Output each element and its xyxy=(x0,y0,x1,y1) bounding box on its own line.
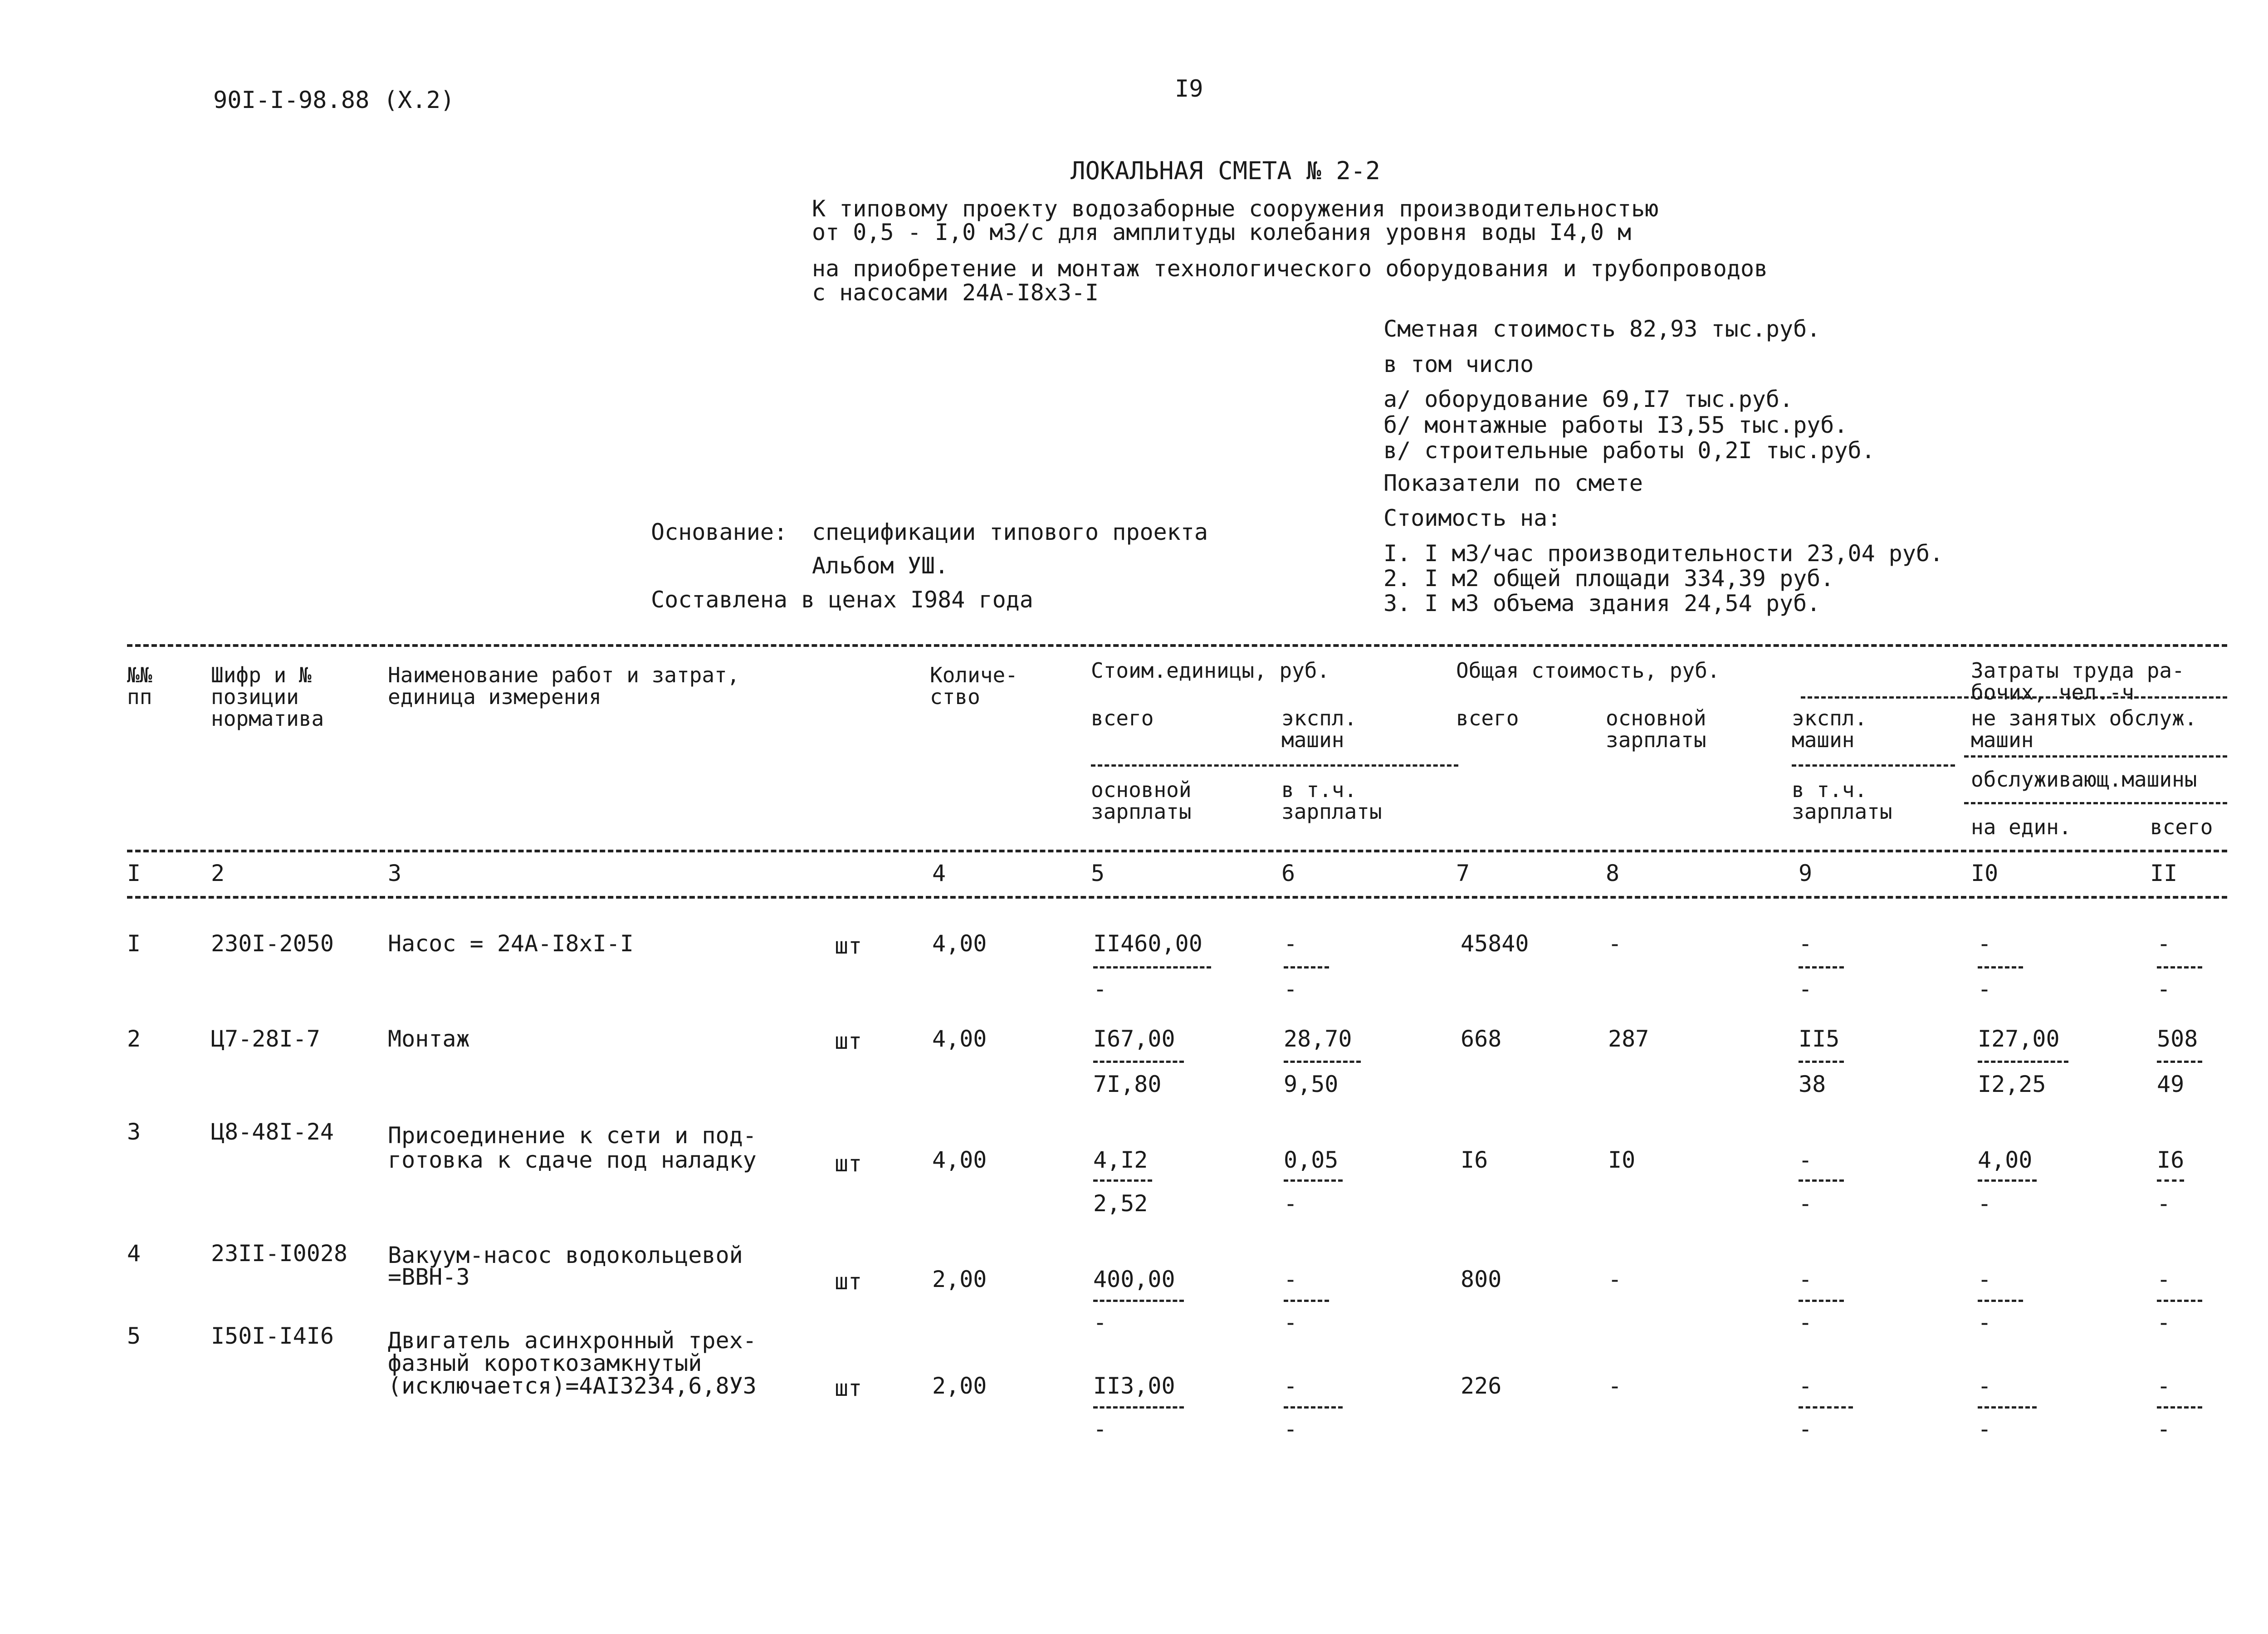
row-c9: - xyxy=(1799,1373,1813,1399)
row-c6: 28,70 xyxy=(1284,1026,1352,1052)
colnum-2: 2 xyxy=(211,860,225,886)
row-num: I xyxy=(127,930,141,957)
summary-including: в том число xyxy=(1383,351,1534,377)
not-busy-rule xyxy=(1964,755,2227,758)
row-c5-rule xyxy=(1093,1061,1184,1063)
row-c10-rule xyxy=(1978,1406,2037,1409)
row-c5b: - xyxy=(1093,1309,1107,1336)
row-c5b: 2,52 xyxy=(1093,1190,1148,1217)
document-title: ЛОКАЛЬНАЯ СМЕТА № 2-2 xyxy=(1070,157,1380,185)
row-num: 3 xyxy=(127,1119,141,1145)
row-qty: 4,00 xyxy=(932,1147,987,1173)
header-bottom-rule xyxy=(127,850,2227,852)
row-unit: шт xyxy=(835,1375,862,1401)
subtitle-line-4: с насосами 24А-I8х3-I xyxy=(812,279,1099,306)
row-c5: I67,00 xyxy=(1093,1026,1175,1052)
row-name: Насос = 24А-I8хI-I xyxy=(388,930,634,957)
row-c9-rule xyxy=(1799,1061,1844,1063)
row-code: Ц8-48I-24 xyxy=(211,1119,334,1145)
row-c5-rule xyxy=(1093,1179,1152,1182)
row-c6: - xyxy=(1284,930,1298,957)
row-c10-rule xyxy=(1978,1061,2068,1063)
row-c6b: - xyxy=(1284,1309,1298,1336)
header-c8-base-1: основной xyxy=(1606,706,1706,730)
row-name: Двигатель асинхронный трех- xyxy=(388,1327,757,1354)
row-c5b: 7I,80 xyxy=(1093,1071,1162,1097)
row-c11b: - xyxy=(2157,1416,2171,1442)
row-qty: 2,00 xyxy=(932,1266,987,1292)
row-c10b: - xyxy=(1978,1309,1992,1336)
row-c11b: - xyxy=(2157,976,2171,1002)
row-c5: 4,I2 xyxy=(1093,1147,1148,1173)
row-c6-rule xyxy=(1284,966,1329,969)
header-code-3: норматива xyxy=(211,706,324,731)
row-c10b: - xyxy=(1978,1190,1992,1217)
row-code: 23II-I0028 xyxy=(211,1240,348,1267)
colnum-3: 3 xyxy=(388,860,402,886)
row-c10-rule xyxy=(1978,1300,2023,1302)
row-c5b: - xyxy=(1093,976,1107,1002)
row-unit: шт xyxy=(835,1150,862,1177)
row-c9: - xyxy=(1799,1266,1813,1292)
header-c9-incl-2: зарплаты xyxy=(1792,799,1892,824)
row-name: (исключается)=4АI3234,6,8У3 xyxy=(388,1373,757,1399)
row-c10b: - xyxy=(1978,1416,1992,1442)
unit-cost-sub-rule xyxy=(1091,764,1458,767)
colnum-6: 6 xyxy=(1281,860,1295,886)
row-c6b: - xyxy=(1284,976,1298,1002)
header-num-1: №№ xyxy=(127,663,152,687)
row-c8: I0 xyxy=(1608,1147,1636,1173)
row-c8: - xyxy=(1608,930,1622,957)
row-c11: - xyxy=(2157,1373,2171,1399)
row-c6: 0,05 xyxy=(1284,1147,1339,1173)
row-c6-rule xyxy=(1284,1300,1329,1302)
summary-total: Сметная стоимость 82,93 тыс.руб. xyxy=(1383,316,1821,342)
row-c6-rule xyxy=(1284,1406,1343,1409)
indicator-2: 2. I м2 общей площади 334,39 руб. xyxy=(1383,565,1834,592)
row-c9: - xyxy=(1799,1147,1813,1173)
header-labor-total: всего xyxy=(2150,815,2213,839)
header-unit-cost: Стоим.единицы, руб. xyxy=(1091,658,1330,683)
row-c9b: - xyxy=(1799,1190,1813,1217)
row-name: Присоединение к сети и под- xyxy=(388,1122,757,1149)
row-c8: 287 xyxy=(1608,1026,1649,1052)
header-serving: обслуживающ.машины xyxy=(1971,767,2197,792)
header-c9-incl-1: в т.ч. xyxy=(1792,778,1867,802)
header-qty-2: ство xyxy=(930,685,980,709)
header-c7-all: всего xyxy=(1456,706,1519,730)
row-qty: 4,00 xyxy=(932,930,987,957)
colnum-11: II xyxy=(2150,860,2178,886)
serving-rule xyxy=(1964,802,2227,804)
row-c5-rule xyxy=(1093,966,1211,969)
row-c10: - xyxy=(1978,1266,1992,1292)
header-per-unit: на един. xyxy=(1971,815,2072,839)
row-c10: I27,00 xyxy=(1978,1026,2060,1052)
row-c9-rule xyxy=(1799,1406,1853,1409)
row-name: =ВВН-3 xyxy=(388,1264,470,1290)
header-labor-1: Затраты труда ра- xyxy=(1971,658,2185,683)
basis-album: Альбом УШ. xyxy=(812,553,949,579)
row-c5: II3,00 xyxy=(1093,1373,1175,1399)
row-c9-rule xyxy=(1799,1300,1844,1302)
row-c6: - xyxy=(1284,1373,1298,1399)
row-c7: 800 xyxy=(1461,1266,1502,1292)
row-c10b: - xyxy=(1978,976,1992,1002)
header-labor-2: бочих, чел.-ч xyxy=(1971,680,2135,704)
colnum-8: 8 xyxy=(1606,860,1620,886)
row-num: 4 xyxy=(127,1240,141,1267)
header-code-2: позиции xyxy=(211,685,299,709)
page-number: I9 xyxy=(1175,75,1203,103)
subtitle-line-2: от 0,5 - I,0 м3/с для амплитуды колебания уровня воды I4,0 м xyxy=(812,219,1632,245)
row-c9b: - xyxy=(1799,976,1813,1002)
row-c11: I6 xyxy=(2157,1147,2185,1173)
header-c5-base-2: зарплаты xyxy=(1091,799,1192,824)
row-num: 5 xyxy=(127,1323,141,1349)
subtitle-line-3: на приобретение и монтаж технологического оборудования и трубопроводов xyxy=(812,255,1768,282)
colnum-5: 5 xyxy=(1091,860,1105,886)
row-c6b: 9,50 xyxy=(1284,1071,1339,1097)
colnum-1: I xyxy=(127,860,141,886)
row-c11-rule xyxy=(2157,1179,2184,1182)
header-name-2: единица измерения xyxy=(388,685,601,709)
row-c10b: I2,25 xyxy=(1978,1071,2046,1097)
row-unit: шт xyxy=(835,1268,862,1295)
basis-text: спецификации типового проекта xyxy=(812,519,1208,545)
summary-cost-for: Стоимость на: xyxy=(1383,505,1561,531)
row-code: 230I-2050 xyxy=(211,930,334,957)
row-c6-rule xyxy=(1284,1061,1361,1063)
row-c11b: - xyxy=(2157,1190,2171,1217)
row-c8: - xyxy=(1608,1373,1622,1399)
row-c9b: 38 xyxy=(1799,1071,1826,1097)
table-top-rule xyxy=(127,644,2227,647)
row-c10: - xyxy=(1978,1373,1992,1399)
row-c10: - xyxy=(1978,930,1992,957)
row-c9-rule xyxy=(1799,1179,1844,1182)
summary-equipment: а/ оборудование 69,I7 тыс.руб. xyxy=(1383,386,1794,412)
colnum-bottom-rule xyxy=(127,896,2227,899)
basis-prices: Составлена в ценах I984 года xyxy=(651,587,1033,613)
row-c10: 4,00 xyxy=(1978,1147,2033,1173)
row-c11b: - xyxy=(2157,1309,2171,1336)
row-c6-rule xyxy=(1284,1179,1343,1182)
row-c6b: - xyxy=(1284,1416,1298,1442)
header-code-1: Шифр и № xyxy=(211,663,312,687)
header-c6-machines-1: экспл. xyxy=(1281,706,1357,730)
header-name-1: Наименование работ и затрат, xyxy=(388,663,740,687)
row-c9: II5 xyxy=(1799,1026,1840,1052)
row-code: Ц7-28I-7 xyxy=(211,1026,320,1052)
row-name: фазный короткозамкнутый xyxy=(388,1350,702,1376)
header-c6-incl-1: в т.ч. xyxy=(1281,778,1357,802)
row-c8: - xyxy=(1608,1266,1622,1292)
row-c5-rule xyxy=(1093,1300,1184,1302)
row-c10-rule xyxy=(1978,1179,2037,1182)
row-c11-rule xyxy=(2157,1300,2202,1302)
row-c9b: - xyxy=(1799,1416,1813,1442)
indicator-3: 3. I м3 объема здания 24,54 руб. xyxy=(1383,590,1821,616)
row-c11-rule xyxy=(2157,966,2202,969)
row-c9b: - xyxy=(1799,1309,1813,1336)
row-c9: - xyxy=(1799,930,1813,957)
row-c7: 668 xyxy=(1461,1026,1502,1052)
row-c7: I6 xyxy=(1461,1147,1488,1173)
header-c8-base-2: зарплаты xyxy=(1606,728,1706,752)
header-c5-base-1: основной xyxy=(1091,778,1192,802)
row-c6b: - xyxy=(1284,1190,1298,1217)
machine-sub-rule xyxy=(1792,764,1955,767)
row-c5: II460,00 xyxy=(1093,930,1202,957)
header-c6-incl-2: зарплаты xyxy=(1281,799,1382,824)
header-c9-machines-1: экспл. xyxy=(1792,706,1867,730)
row-num: 2 xyxy=(127,1026,141,1052)
header-c5-all: всего xyxy=(1091,706,1154,730)
row-c11b: 49 xyxy=(2157,1071,2185,1097)
header-not-busy-1: не занятых обслуж. xyxy=(1971,706,2197,730)
colnum-7: 7 xyxy=(1456,860,1470,886)
row-c5b: - xyxy=(1093,1416,1107,1442)
summary-construction: в/ строительные работы 0,2I тыс.руб. xyxy=(1383,437,1875,464)
row-c11-rule xyxy=(2157,1061,2202,1063)
indicator-1: I. I м3/час производительности 23,04 руб. xyxy=(1383,540,1944,567)
header-num-2: пп xyxy=(127,685,152,709)
row-qty: 2,00 xyxy=(932,1373,987,1399)
row-name: Вакуум-насос водокольцевой xyxy=(388,1242,743,1268)
row-name: готовка к сдаче под наладку xyxy=(388,1147,757,1173)
row-qty: 4,00 xyxy=(932,1026,987,1052)
summary-indicators: Показатели по смете xyxy=(1383,470,1643,496)
row-c7: 45840 xyxy=(1461,930,1529,957)
header-total-cost: Общая стоимость, руб. xyxy=(1456,658,1720,683)
header-c9-machines-2: машин xyxy=(1792,728,1855,752)
row-c5: 400,00 xyxy=(1093,1266,1175,1292)
basis-label: Основание: xyxy=(651,519,788,545)
row-code: I50I-I4I6 xyxy=(211,1323,334,1349)
colnum-10: I0 xyxy=(1971,860,1999,886)
row-c11-rule xyxy=(2157,1406,2202,1409)
row-c11: - xyxy=(2157,1266,2171,1292)
row-name: Монтаж xyxy=(388,1026,470,1052)
row-c11: 508 xyxy=(2157,1026,2198,1052)
row-c10-rule xyxy=(1978,966,2023,969)
header-c6-machines-2: машин xyxy=(1281,728,1344,752)
header-not-busy-2: машин xyxy=(1971,728,2034,752)
colnum-9: 9 xyxy=(1799,860,1813,886)
row-c11: - xyxy=(2157,930,2171,957)
row-unit: шт xyxy=(835,1028,862,1054)
colnum-4: 4 xyxy=(932,860,946,886)
row-c7: 226 xyxy=(1461,1373,1502,1399)
summary-installation: б/ монтажные работы I3,55 тыс.руб. xyxy=(1383,412,1848,438)
row-c6: - xyxy=(1284,1266,1298,1292)
document-code: 90I-I-98.88 (X.2) xyxy=(213,87,455,114)
row-unit: шт xyxy=(835,933,862,959)
row-c9-rule xyxy=(1799,966,1844,969)
header-qty-1: Количе- xyxy=(930,663,1018,687)
subtitle-line-1: К типовому проекту водозаборные сооружения производительностью xyxy=(812,196,1659,222)
row-c5-rule xyxy=(1093,1406,1184,1409)
